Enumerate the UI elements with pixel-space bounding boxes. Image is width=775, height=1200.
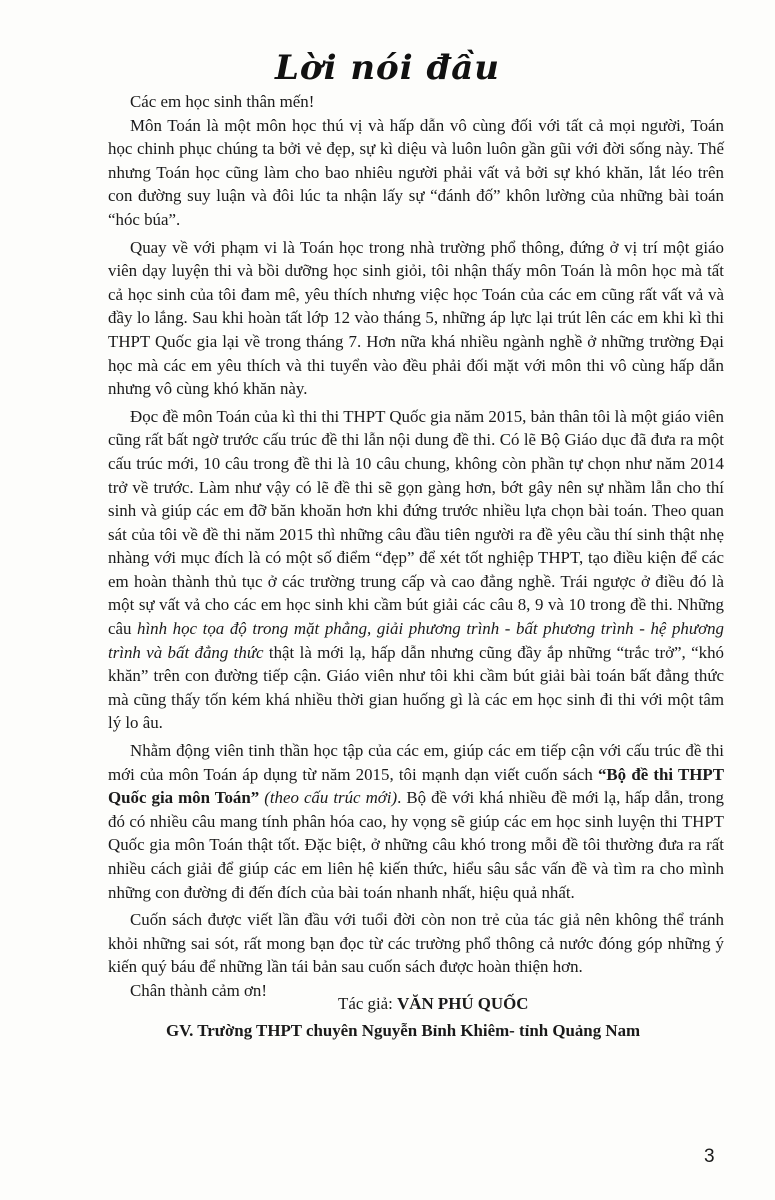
paragraph-5: Cuốn sách được viết lần đầu với tuổi đời còn non trẻ của tác giả nên không thể tránh khỏi những sai sót, rất mong bạn đọc từ các trường phổ thông cả nước đóng góp những ý kiến quý báu để những lần tái bản sau cuốn sách được hoàn thiện hơn. (108, 910, 724, 977)
greeting: Các em học sinh thân mến! (130, 92, 315, 111)
closing-line: Chân thành cảm ơn! (130, 980, 267, 1000)
author-name: VĂN PHÚ QUỐC (397, 994, 529, 1013)
page-number: 3 (704, 1146, 715, 1167)
preface-body (108, 90, 724, 1003)
author-line (108, 994, 724, 1014)
paragraph-3-text-a: Đọc đề môn Toán của kì thi thi THPT Quốc gia năm 2015, bản thân tôi là một giáo viên cũng rất bất ngờ trước cấu trúc đề thi lẫn nội dung đề thi. Có lẽ Bộ Giáo dục đã đưa ra một cấu trúc mới, 10 câu trong đề thi là 10 câu chung, không còn phần tự chọn như năm 2014 trở về trước. Làm như vậy có lẽ đề thi sẽ gọn gàng hơn, bớt gây nên sự nhầm lẫn cho thí sinh và giúp các em đỡ băn khoăn hơn khi đứng trước nhiều lựa chọn bài toán. Theo quan sát của tôi về đề thi năm 2015 thì những câu đầu tiên người ra đề yêu cầu thí sinh thật nhẹ nhàng với mục đích là có một số điểm “đẹp” để xét tốt nghiệp THPT, tạo điều kiện để các em hoàn thành thủ tục ở các trường trung cấp và cao đẳng nghề. Trái ngược ở điều đó là một sự vất vả cho các em học sinh khi cầm bút giải các câu 8, 9 và 10 trong đề thi. Những câu (108, 406, 724, 639)
paragraph-3-italic: hình học tọa độ trong mặt phẳng, giải phương trình - bất phương trình - hệ phương trình và bất đẳng thức (108, 619, 724, 662)
paragraph-4 (108, 739, 724, 904)
paragraph-4-text-d: . Bộ đề với khá nhiều đề mới lạ, hấp dẫn, trong đó có nhiều câu mang tính phân hóa cao, hy vọng sẽ giúp các em học sinh luyện thi THPT Quốc gia môn Toán thật tốt. Đặc biệt, ở những câu khó trong mỗi đề tôi thường đưa ra rất nhiều cách giải để giúp các em liên hệ kiến thức, hiểu sâu sắc vấn đề và tìm ra cho mình những con đường đi đến đích của bài toán nhanh nhất, hiệu quả nhất. (108, 788, 725, 902)
page-title: Lời nói đầu (274, 48, 500, 88)
paragraph-1: Môn Toán là một môn học thú vị và hấp dẫn vô cùng đối với tất cả mọi người, Toán học chinh phục chúng ta bởi vẻ đẹp, sự kì diệu và luôn luôn gần gũi với đời sống này. Thế nhưng Toán học cũng làm cho bao nhiêu người phải vất vả bởi sự khó khăn, lắt léo trên con đường suy luận và đôi lúc ta nhận lấy sự “đánh đố” khôn lường của những bài toán “hóc búa”. (108, 115, 724, 229)
author-label: Tác giả: (338, 994, 398, 1013)
paragraph-4-text-a: Nhằm động viên tinh thần học tập của các em, giúp các em tiếp cận với cấu trúc đề thi mới của môn Toán áp dụng từ năm 2015, tôi mạnh dạn viết cuốn sách (108, 741, 724, 784)
paragraph-3-text-c: thật là mới lạ, hấp dẫn nhưng cũng đầy ắp những “trắc trở”, “khó khăn” trên con đường tiếp cận. Giáo viên như tôi khi cầm bút giải bài toán bất đẳng thức mà cũng thấy tốn kém khá nhiều thời gian huống gì là các em học sinh đi thi với một tâm lý lo âu. (108, 642, 724, 733)
book-subtitle: (theo cấu trúc mới) (259, 788, 398, 808)
author-affiliation: GV. Trường THPT chuyên Nguyễn Bỉnh Khiêm- tỉnh Quảng Nam (166, 1021, 641, 1040)
paragraph-2: Quay về với phạm vi là Toán học trong nhà trường phổ thông, đứng ở vị trí một giáo viên dạy luyện thi và bồi dưỡng học sinh giỏi, tôi nhận thấy môn Toán là môn học mà tất cả học sinh của tôi đam mê, yêu thích nhưng việc học Toán của các em cũng rất vất vả và đầy lo lắng. Sau khi hoàn tất lớp 12 vào tháng 5, những áp lực lại trút lên các em khi kì thi THPT Quốc gia lại về trong tháng 7. Hơn nữa khá nhiều ngành nghề ở những trường Đại học mà các em yêu thích và thi tuyển vào đều phải đối mặt với môn thi vô cùng hấp dẫn nhưng vô cùng khó khăn này. (108, 237, 724, 399)
paragraph-3 (108, 405, 724, 735)
book-title: “Bộ đề thi THPT Quốc gia môn Toán” (108, 764, 724, 808)
